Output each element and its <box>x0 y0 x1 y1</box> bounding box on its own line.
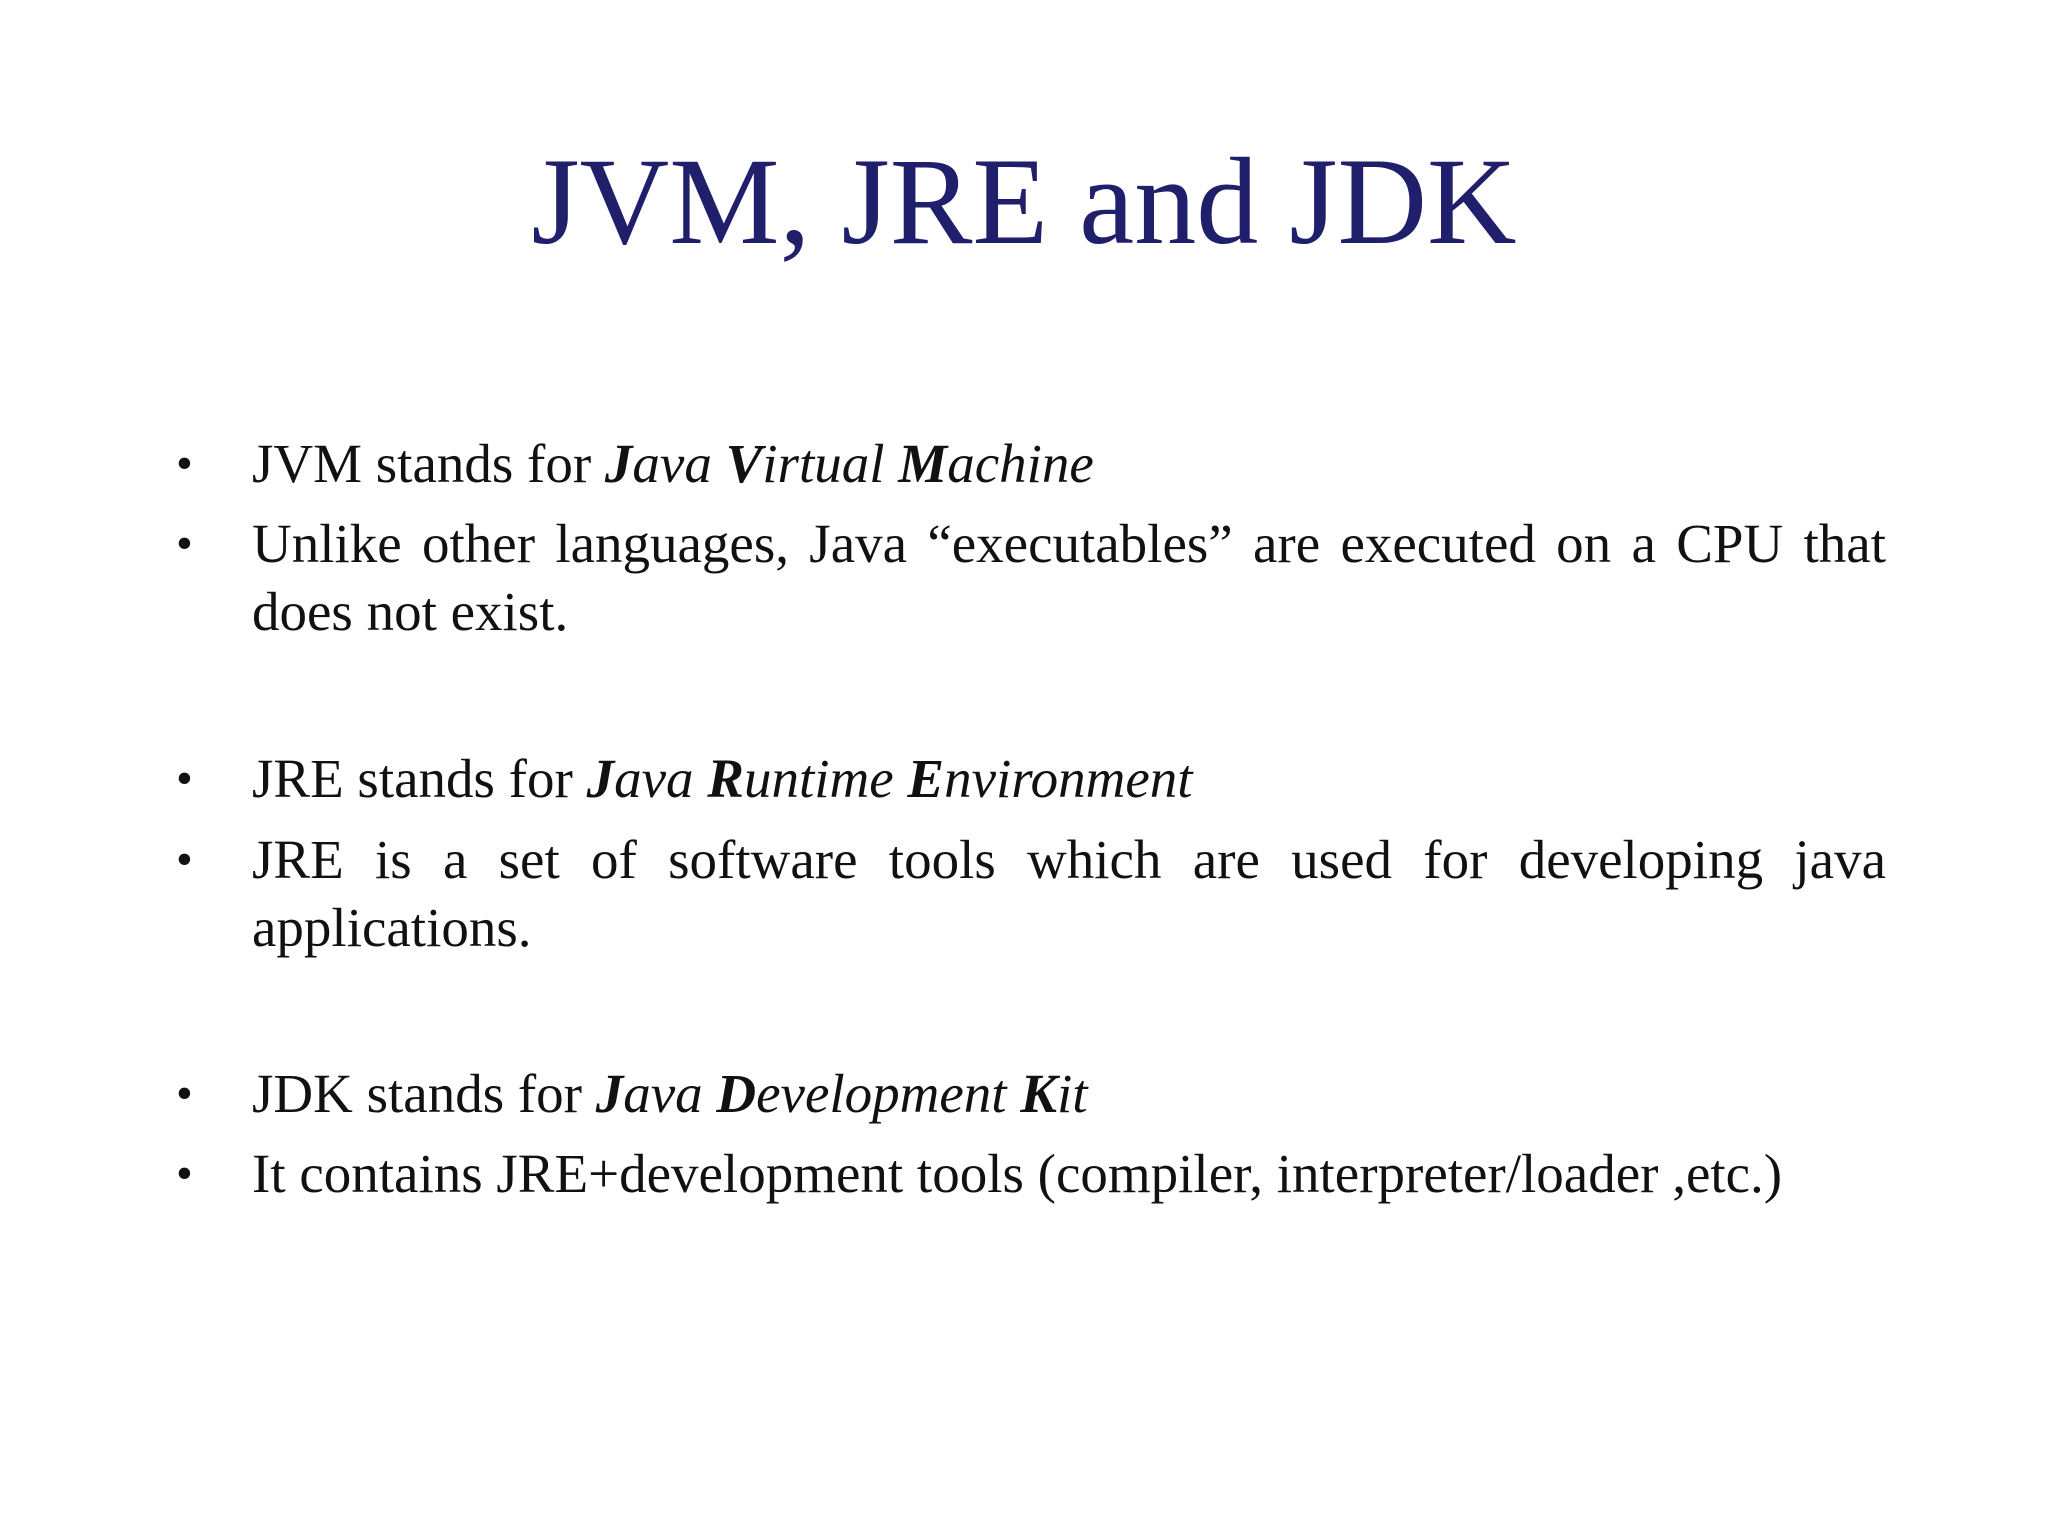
acronym-initial: E <box>907 748 945 809</box>
acronym-word-rest: achine <box>947 433 1094 494</box>
acronym-initial: D <box>716 1063 757 1124</box>
acronym-initial: M <box>898 433 948 494</box>
bullet-prefix: JRE stands for <box>252 748 587 809</box>
bullet-text: JRE is a set of software tools which are used for developing java applications. <box>252 829 1886 958</box>
bullet-text <box>252 1060 1886 1128</box>
acronym-word-rest: irtual <box>762 433 899 494</box>
acronym-initial: K <box>1020 1063 1058 1124</box>
bullet-text: Unlike other languages, Java “executables” are executed on a CPU that does not exist. <box>252 513 1886 642</box>
bullet-text <box>252 430 1886 498</box>
acronym-word-rest: nvironment <box>944 748 1193 809</box>
bullet-text: It contains JRE+development tools (compiler, interpreter/loader ,etc.) <box>252 1143 1783 1204</box>
bullet-text <box>252 745 1886 813</box>
acronym-word-rest: ava <box>614 748 708 809</box>
acronym-word-rest: untime <box>743 748 908 809</box>
acronym-word-rest: ava <box>623 1063 717 1124</box>
bullet-marker: • <box>176 1067 193 1120</box>
bullet-marker: • <box>176 1147 193 1200</box>
bullet-marker: • <box>176 752 193 805</box>
acronym-word-rest: evelopment <box>756 1063 1021 1124</box>
acronym-initial: V <box>725 433 763 494</box>
acronym-initial: J <box>604 433 633 494</box>
acronym-word-rest: it <box>1057 1063 1088 1124</box>
acronym-word-rest: ava <box>632 433 726 494</box>
acronym-initial: J <box>586 748 615 809</box>
bullet-prefix: JVM stands for <box>252 433 605 494</box>
acronym-initial: J <box>595 1063 624 1124</box>
bullet-marker: • <box>176 517 193 570</box>
acronym-expansion <box>605 433 1094 494</box>
acronym-expansion <box>587 748 1193 809</box>
slide-title: JVM, JRE and JDK <box>531 133 1517 270</box>
bullet-marker: • <box>176 437 193 490</box>
bullet-prefix: JDK stands for <box>252 1063 596 1124</box>
acronym-initial: R <box>707 748 744 809</box>
acronym-expansion <box>596 1063 1088 1124</box>
bullet-marker: • <box>176 833 193 886</box>
